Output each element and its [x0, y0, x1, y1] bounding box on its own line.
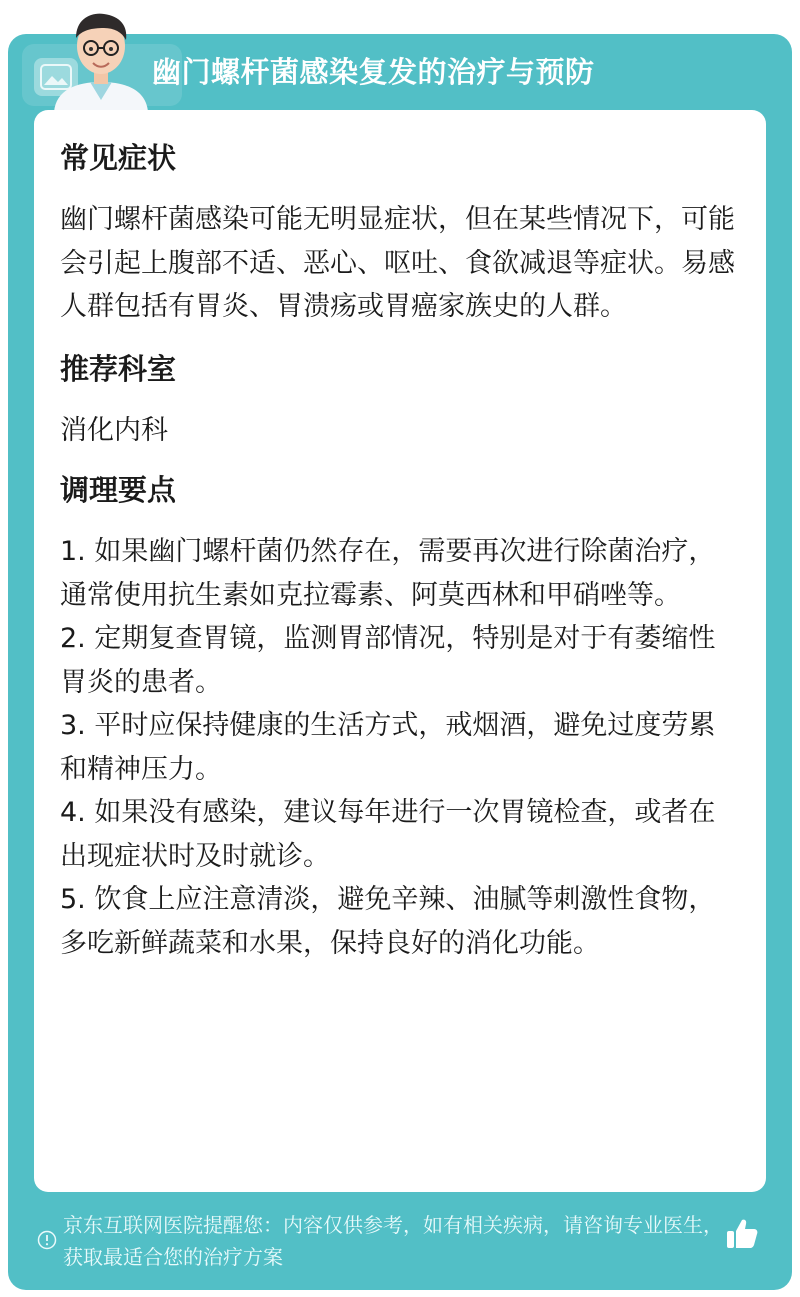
- symptoms-heading: 常见症状: [60, 141, 177, 175]
- department-text: 消化内科: [60, 414, 168, 446]
- care-item: 2. 定期复查胃镜，监测胃部情况，特别是对于有萎缩性胃炎的患者。: [60, 623, 716, 698]
- care-item: 4. 如果没有感染，建议每年进行一次胃镜检查，或者在出现症状时及时就诊。: [60, 797, 716, 872]
- info-icon: [37, 1230, 57, 1250]
- content-card: [34, 110, 766, 1192]
- care-list: [60, 530, 740, 965]
- care-heading: 调理要点: [60, 473, 177, 507]
- page-title: 幽门螺杆菌感染复发的治疗与预防: [152, 55, 595, 89]
- care-item: 3. 平时应保持健康的生活方式，戒烟酒，避免过度劳累和精神压力。: [60, 710, 716, 785]
- thumbs-up-icon[interactable]: [724, 1216, 760, 1252]
- department-heading: 推荐科室: [60, 351, 177, 386]
- care-item: 1. 如果幽门螺杆菌仍然存在，需要再次进行除菌治疗，通常使用抗生素如克拉霉素、阿莫西林和甲硝唑等。: [60, 536, 716, 611]
- care-item: 5. 饮食上应注意清淡，避免辛辣、油腻等刺激性食物，多吃新鲜蔬菜和水果，保持良好的消化功能。: [60, 884, 716, 959]
- footer-disclaimer: 京东互联网医院提醒您：内容仅供参考，如有相关疾病，请咨询专业医生，获取最适合您的治疗方案: [63, 1213, 723, 1269]
- doctor-avatar-icon: [46, 8, 156, 112]
- symptoms-text: 幽门螺杆菌感染可能无明显症状，但在某些情况下，可能会引起上腹部不适、恶心、呕吐、食欲减退等症状。易感人群包括有胃炎、胃溃疡或胃癌家族史的人群。: [60, 204, 735, 322]
